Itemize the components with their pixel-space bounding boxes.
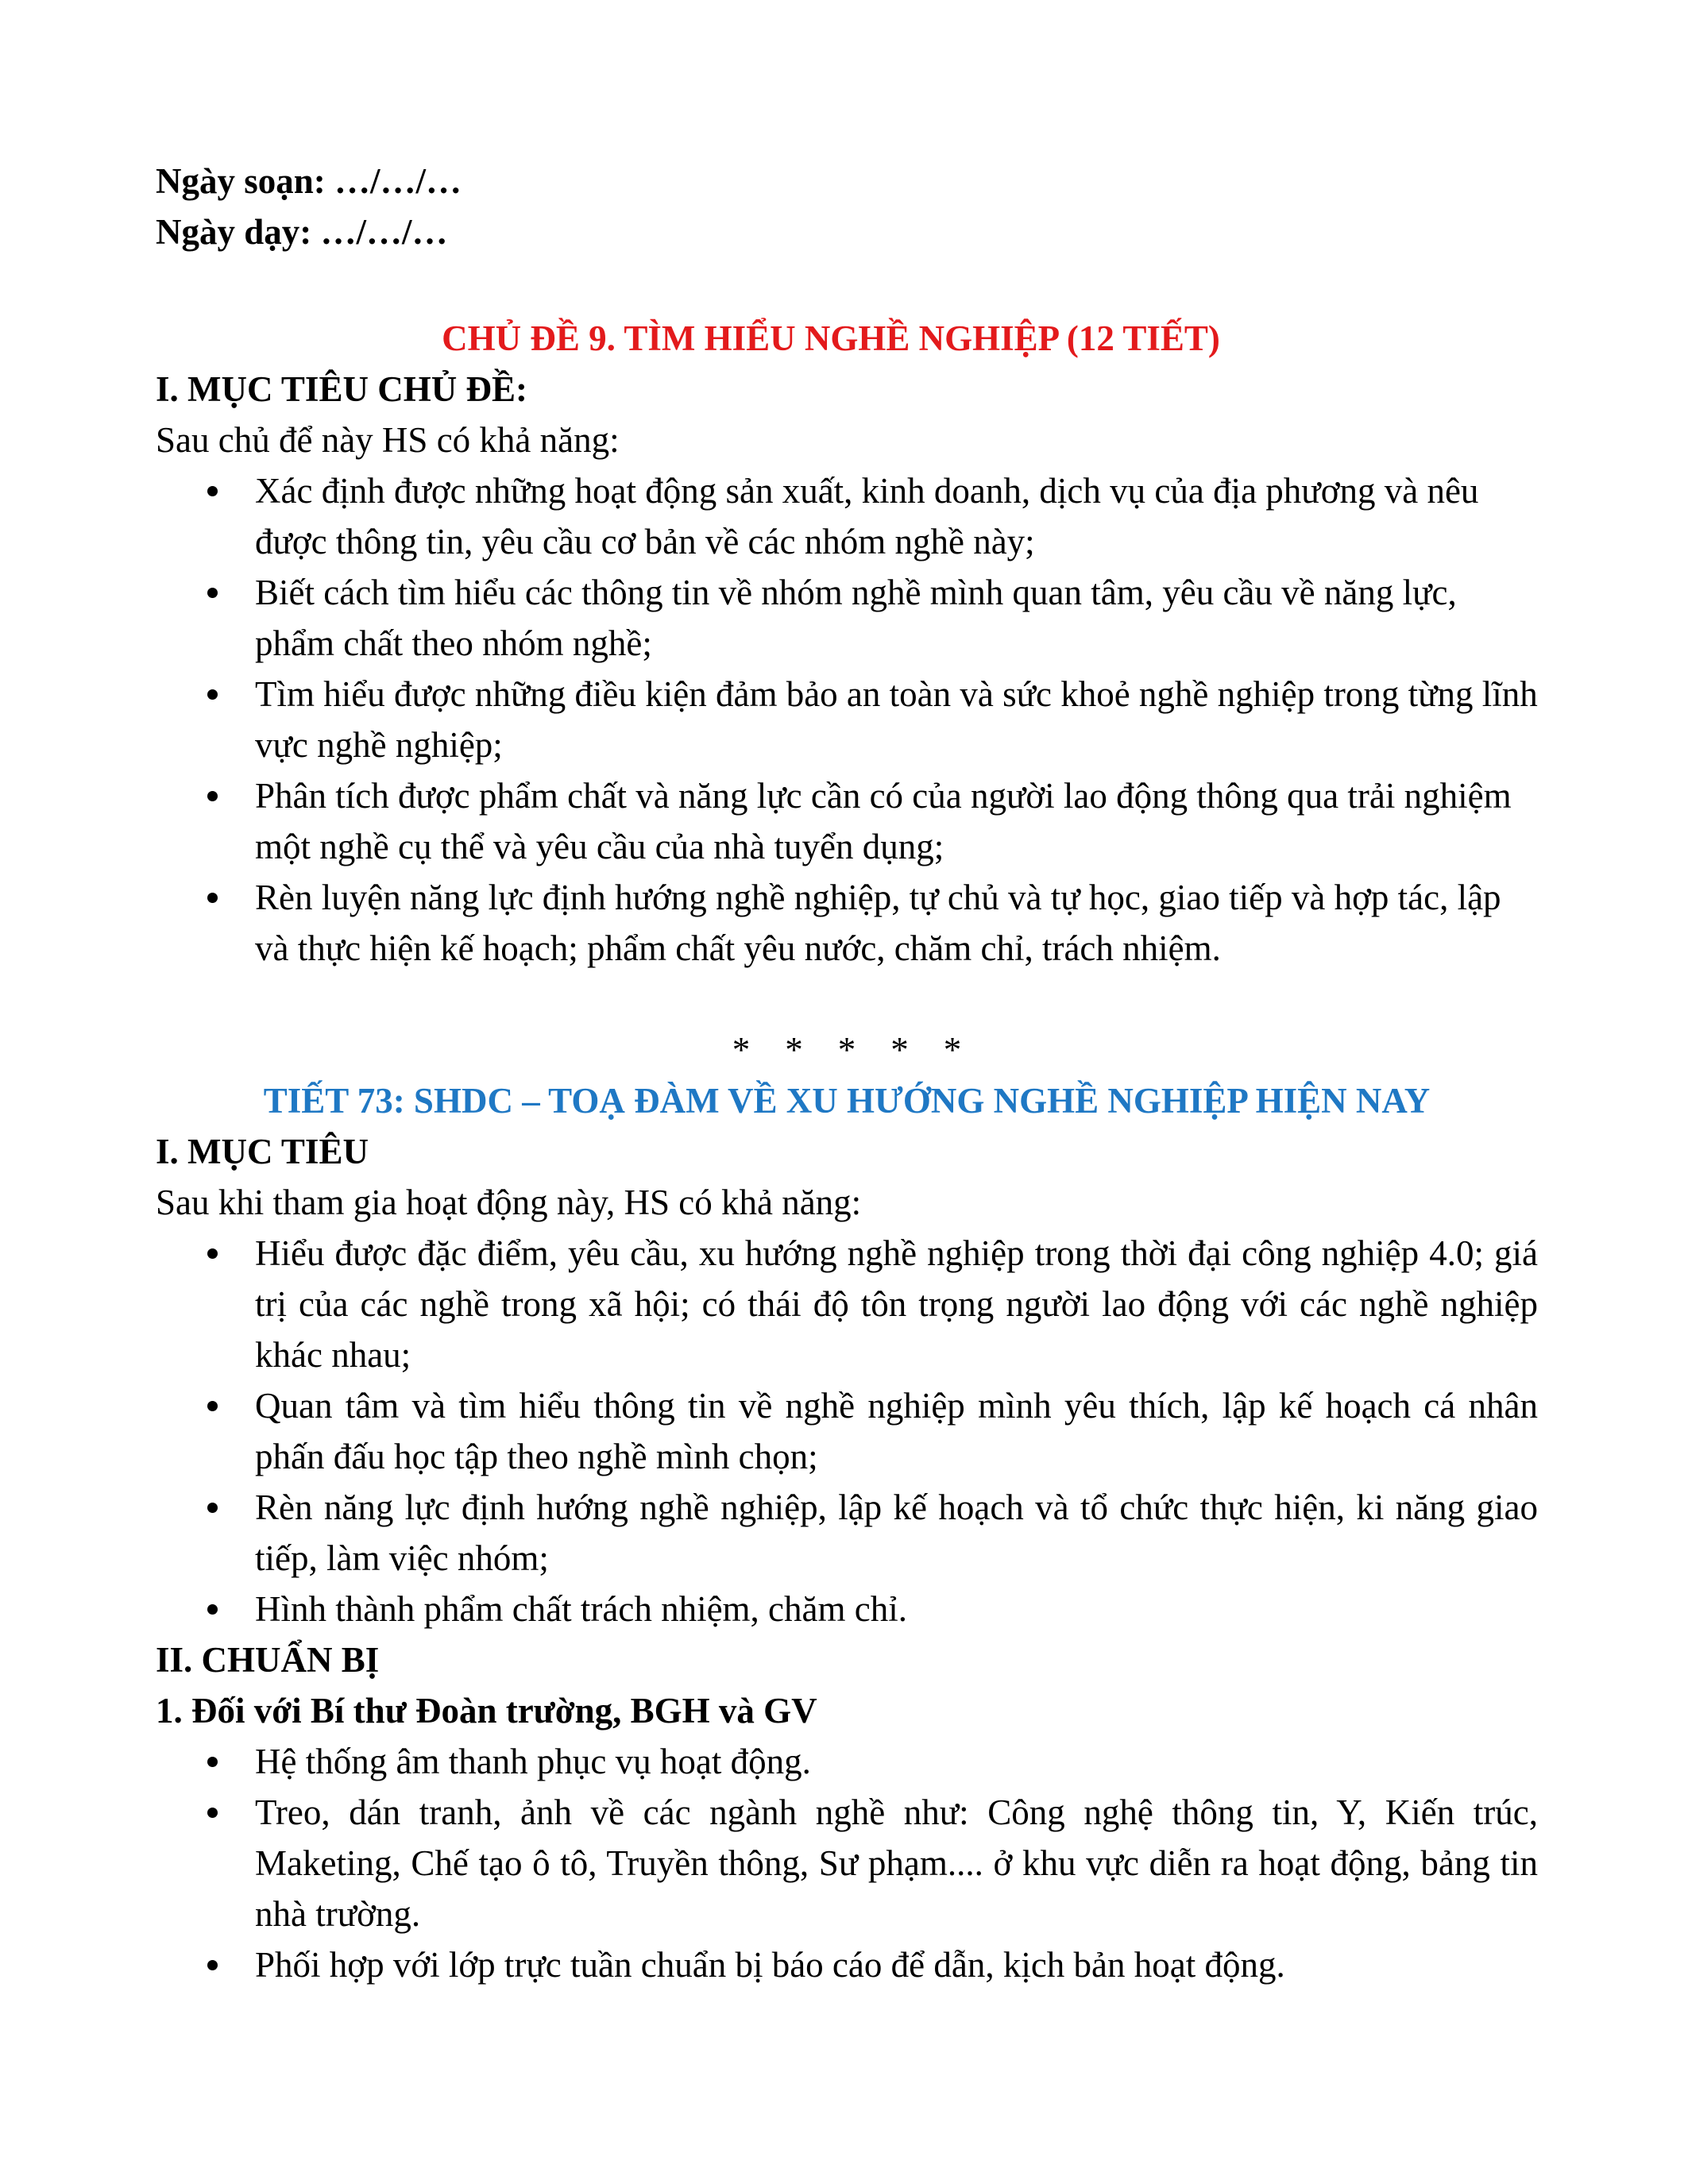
bullet-icon bbox=[207, 1960, 218, 1970]
taught-date: Ngày dạy: …/…/… bbox=[156, 212, 448, 252]
list-item: Biết cách tìm hiểu các thông tin về nhóm nghề mình quan tâm, yêu cầu về năng lực, phẩm chất theo nhóm nghề; bbox=[156, 567, 1538, 669]
separator-star: * bbox=[732, 1030, 751, 1070]
bullet-icon bbox=[207, 893, 218, 903]
topic-objectives-heading: I. MỤC TIÊU CHỦ ĐỀ: bbox=[156, 369, 527, 409]
lesson-intro: Sau khi tham gia hoạt động này, HS có khả năng: bbox=[156, 1183, 862, 1222]
bullet-icon bbox=[207, 1604, 218, 1615]
lesson-objectives-heading: I. MỤC TIÊU bbox=[156, 1132, 369, 1171]
bullet-icon bbox=[207, 1401, 218, 1411]
separator-star: * bbox=[943, 1030, 962, 1070]
preparation-sub-heading: 1. Đối với Bí thư Đoàn trường, BGH và GV bbox=[156, 1691, 817, 1731]
list-item: Rèn năng lực định hướng nghề nghiệp, lập kế hoạch và tổ chức thực hiện, ki năng giao tiếp, làm việc nhóm; bbox=[156, 1482, 1538, 1584]
lesson-title: TIẾT 73: SHDC – TOẠ ĐÀM VỀ XU HƯỚNG NGHỀ NGHIỆP HIỆN NAY bbox=[263, 1081, 1431, 1121]
bullet-icon bbox=[207, 588, 218, 598]
bullet-icon bbox=[207, 689, 218, 700]
bullet-icon bbox=[207, 486, 218, 496]
topic-objectives-list bbox=[156, 465, 1538, 974]
topic-title: CHỦ ĐỀ 9. TÌM HIỂU NGHỀ NGHIỆP (12 TIẾT) bbox=[442, 318, 1220, 358]
list-item: Quan tâm và tìm hiểu thông tin về nghề nghiệp mình yêu thích, lập kế hoạch cá nhân phấn đấu học tập theo nghề mình chọn; bbox=[156, 1380, 1538, 1482]
section-separator bbox=[156, 1024, 1538, 1075]
list-item: Tìm hiểu được những điều kiện đảm bảo an toàn và sức khoẻ nghề nghiệp trong từng lĩnh vực nghề nghiệp; bbox=[156, 669, 1538, 770]
list-item: Phối hợp với lớp trực tuần chuẩn bị báo cáo để dẫn, kịch bản hoạt động. bbox=[156, 1939, 1538, 1990]
list-item: Hình thành phẩm chất trách nhiệm, chăm chỉ. bbox=[156, 1584, 1538, 1634]
list-item: Phân tích được phẩm chất và năng lực cần có của người lao động thông qua trải nghiệm một nghề cụ thể và yêu cầu của nhà tuyển dụng; bbox=[156, 770, 1538, 872]
bullet-icon bbox=[207, 1503, 218, 1513]
lesson-objectives-list bbox=[156, 1228, 1538, 1634]
separator-star: * bbox=[890, 1030, 909, 1070]
preparation-heading: II. CHUẨN BỊ bbox=[156, 1640, 380, 1680]
bullet-icon bbox=[207, 1757, 218, 1767]
prepared-date: Ngày soạn: …/…/… bbox=[156, 161, 462, 201]
bullet-icon bbox=[207, 1248, 218, 1259]
list-item: Treo, dán tranh, ảnh về các ngành nghề như: Công nghệ thông tin, Y, Kiến trúc, Maketing, Chế tạo ô tô, Truyền thông, Sư phạm.... ở khu vực diễn ra hoạt động, bảng tin nhà trường. bbox=[156, 1787, 1538, 1939]
document-page bbox=[156, 156, 1538, 1990]
list-item: Hiểu được đặc điểm, yêu cầu, xu hướng nghề nghiệp trong thời đại công nghiệp 4.0; giá trị của các nghề trong xã hội; có thái độ tôn trọng người lao động với các nghề nghiệp khác nhau; bbox=[156, 1228, 1538, 1380]
separator-star: * bbox=[785, 1030, 803, 1070]
preparation-list bbox=[156, 1736, 1538, 1990]
list-item: Hệ thống âm thanh phục vụ hoạt động. bbox=[156, 1736, 1538, 1787]
bullet-icon bbox=[207, 1808, 218, 1818]
separator-star: * bbox=[837, 1030, 856, 1070]
list-item: Xác định được những hoạt động sản xuất, kinh doanh, dịch vụ của địa phương và nêu được thông tin, yêu cầu cơ bản về các nhóm nghề này; bbox=[156, 465, 1538, 567]
topic-intro: Sau chủ để này HS có khả năng: bbox=[156, 420, 620, 460]
bullet-icon bbox=[207, 791, 218, 801]
list-item: Rèn luyện năng lực định hướng nghề nghiệp, tự chủ và tự học, giao tiếp và hợp tác, lập và thực hiện kế hoạch; phẩm chất yêu nước, chăm chỉ, trách nhiệm. bbox=[156, 872, 1538, 974]
